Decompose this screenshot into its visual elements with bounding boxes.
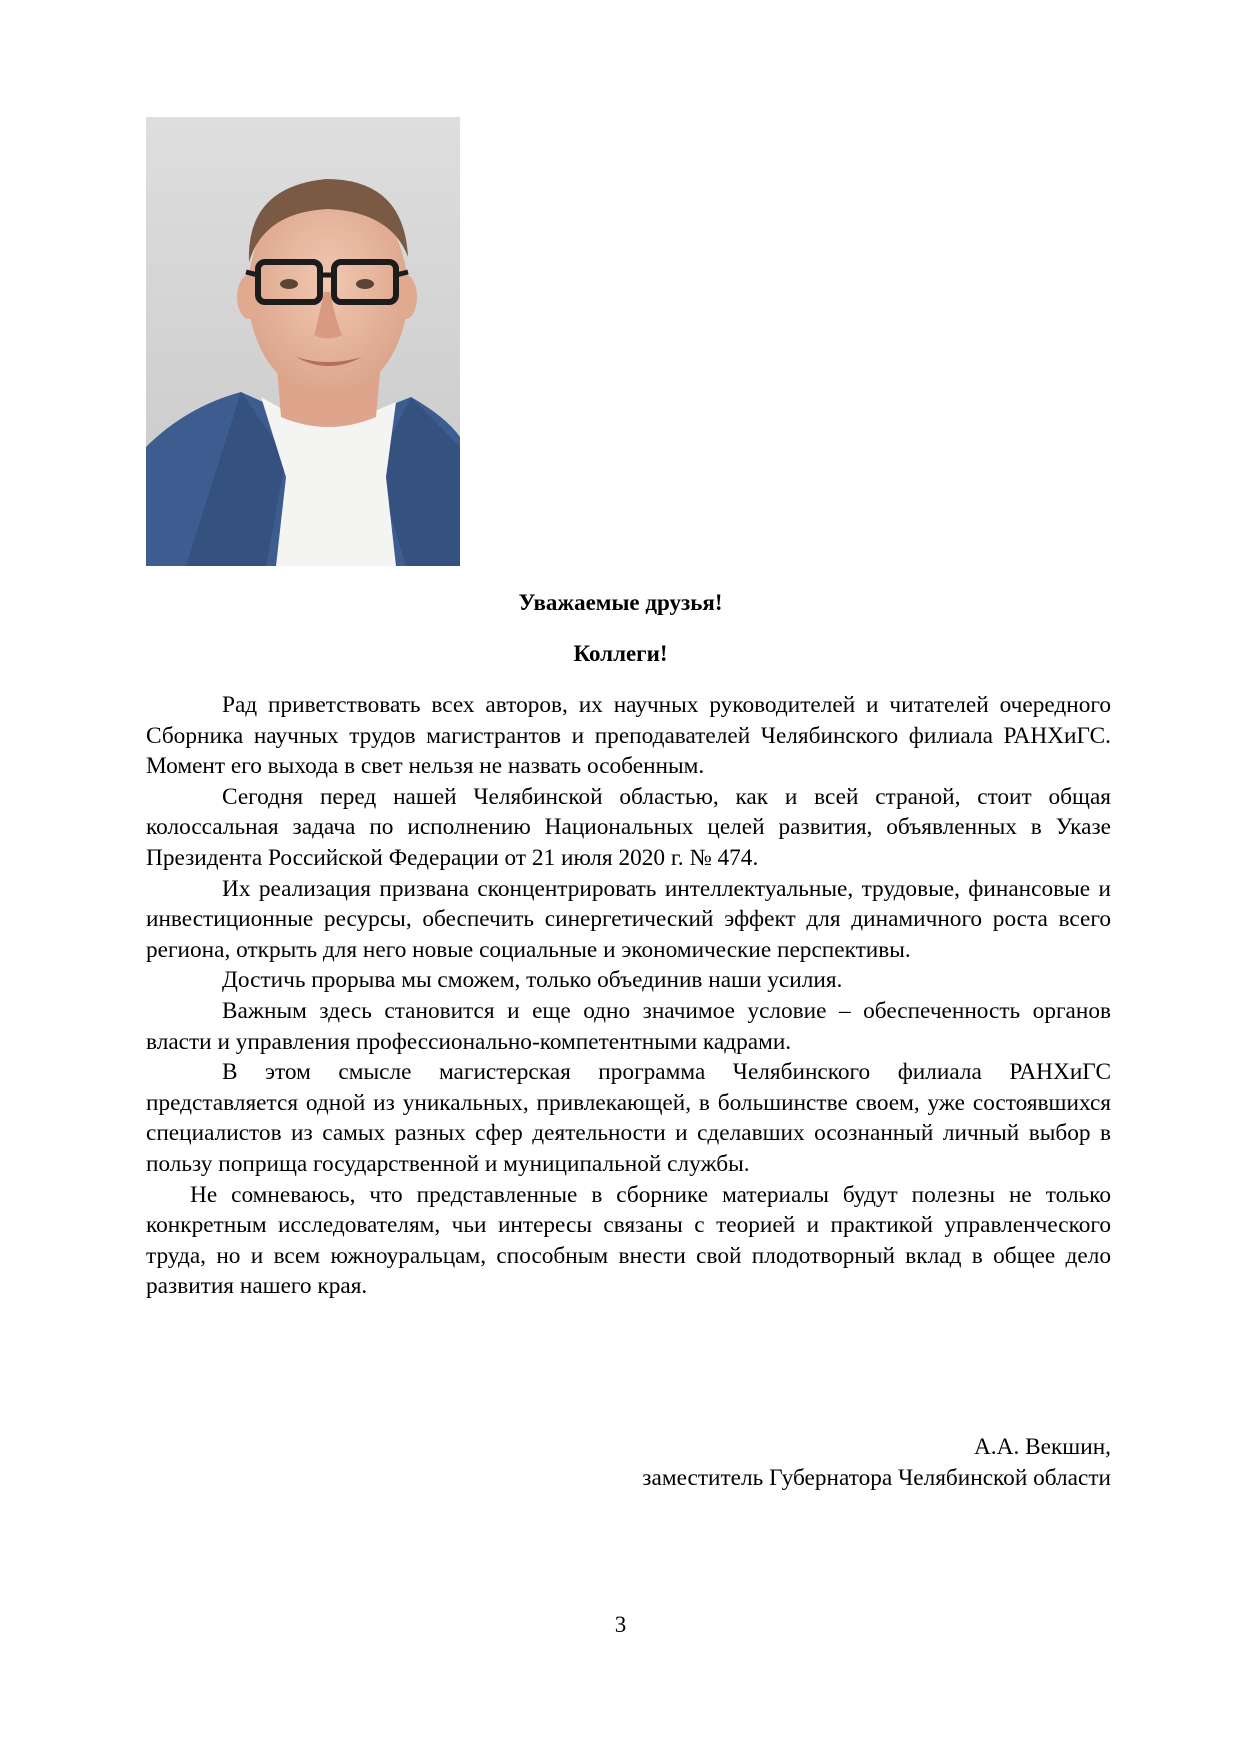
paragraph-1: Рад приветствовать всех авторов, их научных руководителей и читателей очередного Сборника научных трудов магистрантов и преподавателей Челябинского филиала РАНХиГС. Момент его выхода в свет нельзя не назвать особенным. — [146, 692, 1111, 780]
signature-name: А.А. Векшин, — [973, 1434, 1111, 1460]
paragraph-7: Не сомневаюсь, что представленные в сборнике материалы будут полезны не только конкретным исследователям, чьи интересы связаны с теорией и практикой управленческого труда, но и всем южноуральцам, способным внести свой плодотворный вклад в общее дело развития нашего края. — [146, 1181, 1111, 1300]
signature-position: заместитель Губернатора Челябинской области — [642, 1465, 1111, 1491]
letter-body — [146, 690, 1111, 1302]
paragraph-6: В этом смысле магистерская программа Челябинского филиала РАНХиГС представляется одной из уникальных, привлекающей, в большинстве своем, уже состоявшихся специалистов из самых разных сфер деятельности и сделавших осознанный личный выбор в пользу поприща государственной и муниципальной службы. — [146, 1059, 1111, 1177]
paragraph-4: Достичь прорыва мы сможем, только объединив наши усилия. — [222, 967, 843, 994]
paragraph-5: Важным здесь становится и еще одно значимое условие – обеспеченность органов власти и управления профессионально-компетентными кадрами. — [146, 997, 1111, 1055]
paragraph-2: Сегодня перед нашей Челябинской областью, как и всей страной, стоит общая колоссальная задача по исполнению Национальных целей развития, объявленных в Указе Президента Российской Федерации от 21 июля 2020 г. № 474. — [146, 783, 1111, 871]
signature-block — [642, 1432, 1111, 1494]
page-number: 3 — [614, 1612, 627, 1637]
greeting-friends: Уважаемые друзья! — [518, 590, 723, 615]
paragraph-3: Их реализация призвана сконцентрировать интеллектуальные, трудовые, финансовые и инвестиционные ресурсы, обеспечить синергетический эффект для динамичного роста всего региона, открыть для него новые социальные и экономические перспективы. — [146, 875, 1111, 963]
portrait-photo — [146, 117, 460, 566]
greeting-colleagues: Коллеги! — [573, 641, 668, 666]
portrait-illustration — [146, 117, 460, 566]
